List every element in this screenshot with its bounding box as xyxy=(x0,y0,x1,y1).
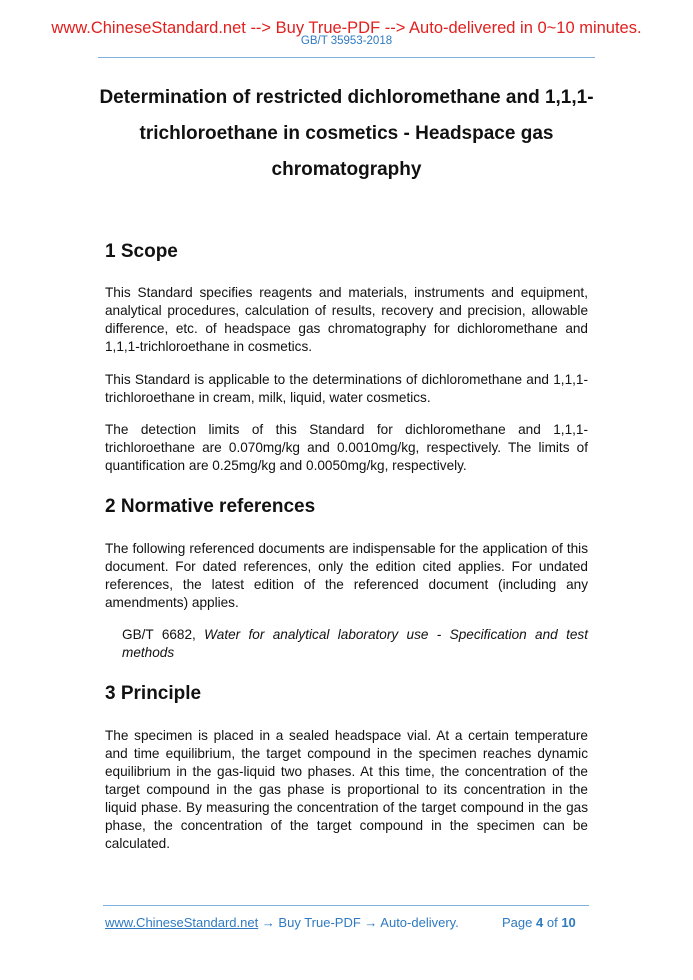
paragraph: The specimen is placed in a sealed headspace vial. At a certain temperature and time equilibrium, the target compound in the specimen reaches dynamic equilibrium in the gas-liquid two phases. At this time, the concentration of the target compound in the gas phase is proportional to its concentration in the liquid phase. By measuring the concentration of the target compound in the gas phase, the concentration of the target compound in the specimen can be calculated. xyxy=(105,728,588,851)
of-label: of xyxy=(546,915,558,930)
reference-code: GB/T 6682, xyxy=(122,627,205,642)
header-divider xyxy=(98,57,595,58)
total-pages: 10 xyxy=(561,915,576,930)
paragraph: This Standard is applicable to the determinations of dichloromethane and 1,1,1-trichloroethane in cream, milk, liquid, water cosmetics. xyxy=(105,372,588,405)
section-heading-normative: 2 Normative references xyxy=(105,496,316,517)
section-heading-principle: 3 Principle xyxy=(105,683,202,704)
section-heading-scope: 1 Scope xyxy=(105,241,178,262)
footer-divider xyxy=(103,905,589,906)
current-page: 4 xyxy=(536,915,544,930)
page-number xyxy=(502,915,576,930)
promo-banner[interactable]: www.ChineseStandard.net --> Buy True-PDF --> Auto-delivered in 0~10 minutes. xyxy=(51,19,642,37)
footer-link[interactable]: www.ChineseStandard.net xyxy=(105,915,259,930)
standard-code: GB/T 35953-2018 xyxy=(300,35,393,47)
page-label: Page xyxy=(502,915,533,930)
paragraph: This Standard specifies reagents and materials, instruments and equipment, analytical procedures, calculation of results, recovery and precision, allowable difference, etc. of headspace gas chromatography for dichloromethane and 1,1,1-trichloroethane in cosmetics. xyxy=(105,285,588,354)
document-title: Determination of restricted dichloromethane and 1,1,1-trichloroethane in cosmetics - Headspace gas chromatography xyxy=(99,87,594,180)
footer-text: → Buy True-PDF → Auto-delivery. xyxy=(258,915,459,930)
reference-title: Water for analytical laboratory use - Specification and test methods xyxy=(122,627,588,660)
footer-promo xyxy=(105,915,459,930)
reference-item xyxy=(122,626,588,662)
paragraph: The detection limits of this Standard for dichloromethane and 1,1,1-trichloroethane are 0.070mg/kg and 0.0010mg/kg, respectively. The limits of quantification are 0.25mg/kg and 0.0050mg/kg, respectively. xyxy=(105,422,588,473)
paragraph: The following referenced documents are indispensable for the application of this document. For dated references, only the edition cited applies. For undated references, the latest edition of the referenced document (including any amendments) applies. xyxy=(105,541,588,610)
